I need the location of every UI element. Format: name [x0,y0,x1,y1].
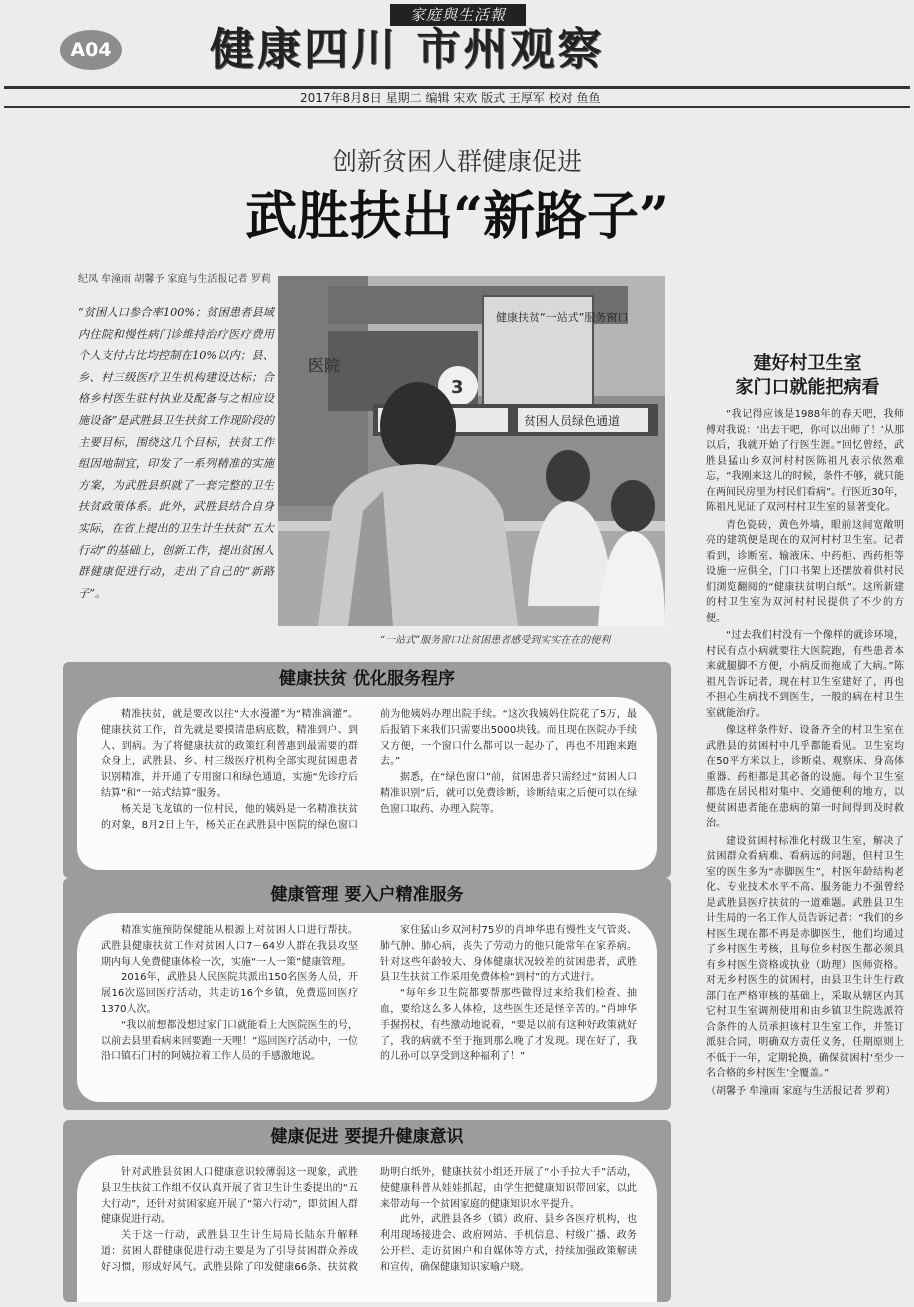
box-paragraph: “每年乡卫生院都要帮那些做得过来给我们检查、抽血，要给这么多人体检，这些医生还是怪辛苦的。”肖坤华手握拐杖，有些激动地说着，“要是以前有这种好政策就好了，我的病就不至于拖到那么晚了才发现。现在好了，我的儿孙可以享受到这种福利了！” [380,988,637,1063]
dateline: 2017年8月8日 星期二 编辑 宋欢 版式 王厚军 校对 鱼鱼 [300,91,601,105]
box-paragraph: 关于这一行动，武胜县卫生计生局局长陆东升解释道：贫困人群健康促进行动主要是为了引导贫困群众养成好习惯，形成好风气。武胜县除了印发健康66条、扶贫救助明白纸外，健康扶贫小组还开展了“小手拉大手”活动，使健康科普从娃娃抓起，由学生把健康知识带回家，以此来带动每一个贫困家庭的健康知识水平提升。 [101,1167,637,1273]
sidebar-heading-line: 建好村卫生室 [753,353,862,374]
box-paragraph: 针对武胜县贫困人口健康意识较薄弱这一现象，武胜县卫生扶贫工作组不仅认真开展了省卫生计生委提出的“五大行动”，还针对贫困家庭开展了“第六行动”，即贫困人群健康促进行动。 [101,1167,358,1226]
sidebar-paragraph: 建设贫困村标准化村级卫生室，解决了贫困群众看病难、看病远的问题，但村卫生室的医生多为“赤脚医生”，村医年龄结构老化、专业技术水平不高、服务能力不强曾经是武胜县医疗扶贫的一道难题。武胜县卫生计生局的一名工作人员告诉记者：“我们的乡村医生现在都不再是赤脚医生，他们均通过了乡村医生考核，且每位乡村医生都必须具有乡村医生资格或执业（助理）医师资格。对无乡村医生的贫困村，由县卫生计生行政部门在严格审核的基础上，采取从辖区内其它村卫生室调剂使用和由乡镇卫生院选派符合条件的人员承担该村卫生室工作，并签订派驻合同，明确双方责任义务，任期原则上不低于一年，定期轮换，确保贫困村‘至少一名合格的乡村医生’全覆盖。” [706,835,904,1079]
newspaper-name: 家庭與生活報 [390,4,526,26]
masthead-rule [4,86,910,89]
sidebar-heading [710,352,905,400]
sidebar-paragraph: “我记得应该是1988年的春天吧，我师傅对我说：‘出去干吧，你可以出师了！’从那以后，我就开始了行医生涯。”回忆曾经，武胜县猛山乡双河村村医陈祖凡表示依然难忘，“我刚来这儿的时候，条件不够，就只能在两间民房里为村民们看病”。行医近30年，陈祖凡见证了双河村村卫生室的显著变化。 [706,409,904,513]
section-title: 健康四川 市州观察 [210,24,605,75]
sidebar-byline: （胡馨予 牟潼雨 家庭与生活报记者 罗莉） [706,1085,896,1097]
box-paragraph: 精准扶贫，就是要改以往“大水漫灌”为“精准滴灌”。健康扶贫工作，首先就是要摸清患病底数，精准到户、到人、到病。为了将健康扶贫的政策红利普惠到最需要的群众身上，武胜县、乡、村三级医疗机构全部实现贫困患者识别精准，并开通了专用窗口和绿色通道，实施“先诊疗后结算”和“一站式结算”服务。 [101,709,358,799]
sidebar-paragraph: “过去我们村没有一个像样的就诊环境，村民有点小病就要往大医院跑，有些患者本来就腿脚不方便，小病反而拖成了大病。”陈祖凡告诉记者，现在村卫生室建好了，再也不担心生病找不到医生，一般的病在村卫生室就能治疗。 [706,630,904,719]
green-channel-sign-text: 贫困人员绿色通道 [524,414,621,428]
masthead-rule [4,106,910,108]
box-paragraph: 家住猛山乡双河村75岁的肖坤华患有慢性支气管炎、肺气肿、肺心病，丧失了劳动力的他只能常年在家养病。针对这些年龄较大、身体健康状况较差的贫困患者，武胜县卫生扶贫工作采用免费体检“到村”的方式进行。 [380,925,637,984]
box-paragraph: 此外，武胜县各乡（镇）政府、县乡各医疗机构，也利用现场接进会、政府网站、手机信息、村级广播、政务公开栏、走访贫困户和自媒体等方式，持续加强政策解读和宣传，确保健康知识家喻户晓。 [380,1214,637,1273]
article-kicker: 创新贫困人群健康促进 [331,147,582,176]
box-content [77,913,657,1102]
photo-caption: “一站式”服务窗口让贫困患者感受到实实在在的便利 [380,635,611,646]
box-paragraph: 据悉，在“绿色窗口”前，贫困患者只需经过“贫困人口精准识别”后，就可以免费诊断，诊断结束之后便可以在绿色窗口取药、办理入院等。 [380,772,637,815]
sidebar-heading-line: 家门口就能把病看 [735,377,880,398]
sidebar-paragraph: 青色瓷砖，黄色外墙，眼前这间宽敞明亮的建筑便是现在的双河村村卫生室。记者看到，诊断室、输液床、中药柜、西药柜等设施一应俱全，门口书架上还摆放着供村民们浏览翻阅的“健康扶贫明白纸”。这所新建的村卫生室为双河村村民提供了不少的方便。 [706,519,904,624]
article-headline: 武胜扶出“新路子” [245,186,669,247]
box-paragraph: “我以前想都没想过家门口就能看上大医院医生的号，以前去县里看病来回要跑一天哩！”巡回医疗活动中，一位沿口镇石门村的阿姨拉着工作人员的手感激地说。 [101,1019,358,1063]
hospital-sign-text: 医院 [308,356,341,375]
sidebar-body [706,407,904,1307]
box-text-columns [101,707,637,864]
box-heading: 健康促进 要提升健康意识 [270,1127,464,1147]
section-box [63,662,671,878]
article-photo [278,276,665,626]
article-byline: 纪凤 牟潼雨 胡馨予 家庭与生活报记者 罗莉 [78,274,271,285]
person-head [380,382,456,470]
box-heading: 健康扶贫 优化服务程序 [279,669,455,689]
box-content [77,1155,657,1302]
section-box [63,1120,671,1302]
box-heading: 健康管理 要入户精准服务 [270,885,464,905]
box-paragraph: 2016年，武胜县人民医院共派出150名医务人员，开展16次巡回医疗活动，共走访16个乡镇，免费巡回医疗1370人次。 [101,972,358,1015]
box-text-columns [101,1165,637,1296]
article-lead: “贫困人口参合率100%；贫困患者县域内住院和慢性病门诊维持治疗医疗费用个人支付占比均控制在10%以内；县、乡、村三级医疗卫生机构建设达标；合格乡村医生驻村执业及配备与之相应设施设备”是武胜县卫生扶贫工作现阶段的主要目标，围绕这几个目标，扶贫工作组因地制宜，印发了一系列精准的实施方案，为武胜县织就了一套完整的卫生扶贫政策体系。此外，武胜县结合自身实际，在省上提出的卫生计生扶贫“五大行动”的基础上，创新工作，提出贫困人群健康促进行动，走出了自己的“新路子”。 [78,306,274,600]
section-box [63,878,671,1110]
one-stop-sign-text: 健康扶贫“一站式”服务窗口 [496,311,629,324]
photo-illustration [278,276,665,626]
box-paragraph: 精准实施预防保健能从根源上对贫困人口进行帮扶。武胜县健康扶贫工作对贫困人口7－64岁人群在我县攻坚期内每人免费健康体检一次，实施“一人一策”健康管理。 [101,925,358,968]
window-number-text: 3 [451,377,464,398]
box-paragraph: 杨关是飞龙镇的一位村民，他的姨妈是一名精准扶贫的对象，8月2日上午，杨关正在武胜县中医院的绿色窗口前为他姨妈办理出院手续。“这次我姨妈住院花了5万，最后报销下来我们只需要出5000块钱。而且现在医院办手续又方便，一个窗口什么都可以一起办了，再也不用跑来跑去。” [101,709,637,831]
box-content [77,697,657,870]
sidebar-paragraph: 像这样条件好、设备齐全的村卫生室在武胜县的贫困村中几乎都能看见。卫生室均在50平方米以上，诊断桌、观察床、身高体重器、药柜都是其必备的设施。每个卫生室都选在居民相对集中、交通便利的地方，以便贫困患者能在患病的第一时间得到及时救治。 [706,725,904,829]
page-number-badge: A04 [60,30,122,70]
box-text-columns [101,923,637,1096]
